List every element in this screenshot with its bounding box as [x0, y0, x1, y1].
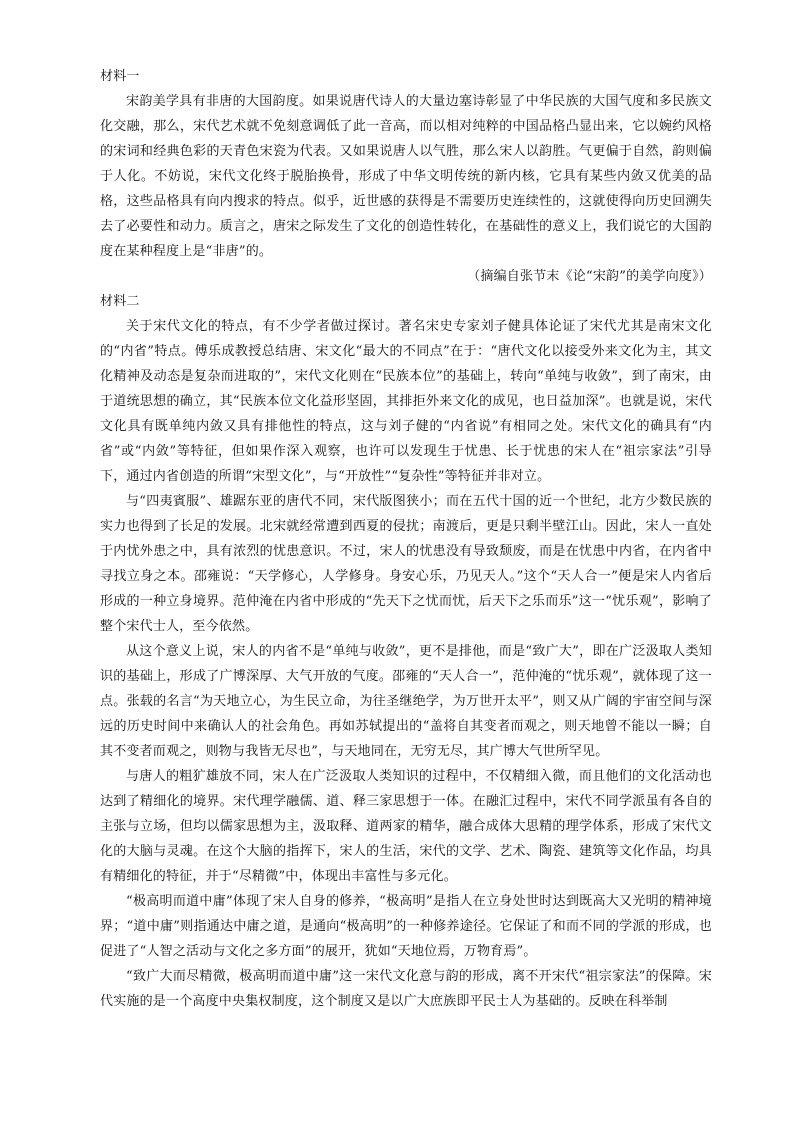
material-1-source-citation: （摘编自张节末《论“宋韵”的美学向度》）: [467, 269, 712, 284]
material-2-paragraph-1: 关于宋代文化的特点，有不少学者做过探讨。著名宋史专家刘子健具体论证了宋代尤其是南宋文化的“内省”特点。傅乐成教授总结唐、宋文化“最大的不同点”在于：“唐代文化以接受外来文化为主，其文化精神及动态是复杂而进取的”，宋代文化则在“民族本位”的基础上，转向“单纯与收敛”，到了南宋，由于道统思想的确立，其“民族本位文化益形坚固，其排拒外来文化的成见，也日益加深”。也就是说，宋代文化具有既单纯内敛又具有排他性的特点，这与刘子健的“内省说”有相同之处。宋代文化的确具有“内省”或“内敛”等特征，但如果作深入观察，也许可以发现生于忧患、长于忧患的宋人在“祖宗家法”引导下，通过内省创造的所谓“宋型文化”，与“开放性”“复杂性”等特征并非对立。: [100, 319, 712, 484]
material-2-paragraph-4: 与唐人的粗犷雄放不同，宋人在广泛汲取人类知识的过程中，不仅精细入微，而且他们的文化活动也达到了精细化的境界。宋代理学融儒、道、释三家思想于一体。在融汇过程中，宋代不同学派虽有各自的主张与立场，但均以儒家思想为主，汲取释、道两家的精华，融合成体大思精的理学体系，形成了宋代文化的大脑与灵魂。在这个大脑的指挥下，宋人的生活，宋代的文学、艺术、陶瓷、建筑等文化作品，均具有精细化的特征，并于“尽精微”中，体现出丰富性与多元化。: [100, 769, 712, 884]
material-2-paragraph-5: “极高明而道中庸”体现了宋人自身的修养，“极高明”是指人在立身处世时达到既高大又光明的精神境界；“道中庸”则指通达中庸之道，是通向“极高明”的一种修养途径。它保证了和而不同的学派的形成，也促进了“人智之活动与文化之多方面”的展开，犹如“天地位焉，万物育焉”。: [100, 894, 712, 959]
material-2-paragraph-3: 从这个意义上说，宋人的内省不是“单纯与收敛”，更不是排他，而是“致广大”，即在广泛汲取人类知识的基础上，形成了广博深厚、大气开放的气度。邵雍的“天人合一”，范仲淹的“忧乐观”，就体现了这一点。张载的名言“为天地立心，为生民立命，为往圣继绝学，为万世开太平”，则又从广阔的宇宙空间与深远的历史时间中来确认人的社会角色。再如苏轼提出的“盖将自其变者而观之，则天地曾不能以一瞬；自其不变者而观之，则物与我皆无尽也”，与天地同在，无穷无尽，其广博大气世所罕见。: [100, 644, 712, 759]
material-2-paragraph-6: “致广大而尽精微，极高明而道中庸”这一宋代文化意与韵的形成，离不开宋代“祖宗家法”的保障。宋代实施的是一个高度中央集权制度，这个制度又是以广大庶族即平民士人为基础的。反映在科举制: [100, 969, 712, 1009]
material-2-paragraph-2: 与“四夷賓服”、雄踞东亚的唐代不同，宋代版图狭小；而在五代十国的近一个世纪，北方少数民族的实力也得到了长足的发展。北宋就经常遭到西夏的侵扰；南渡后，更是只剩半壁江山。因此，宋人一直处于内忧外患之中，具有浓烈的忧患意识。不过，宋人的忧患没有导致颓废，而是在忧患中内省，在内省中寻找立身之本。邵雍说：“天学修心，人学修身。身安心乐，乃见天人。”这个“天人合一”便是宋人内省后形成的一种立身境界。范仲淹在内省中形成的“先天下之忧而忧，后天下之乐而乐”这一“忧乐观”，影响了整个宋代士人，至今依然。: [100, 494, 712, 634]
material-1-heading: 材料一: [100, 69, 140, 84]
document-body: [100, 64, 712, 1014]
material-1-paragraph-1: 宋韵美学具有非唐的大国韵度。如果说唐代诗人的大量边塞诗彰显了中华民族的大国气度和多民族文化交融，那么，宋代艺术就不免刻意调低了此一音高，而以相对纯粹的中国品格凸显出来，它以婉约风格的宋词和经典色彩的天青色宋瓷为代表。又如果说唐人以气胜，那么宋人以韵胜。气更偏于自然，韵则偏于人化。不妨说，宋代文化终于脱胎换骨，形成了中华文明传统的新内核，它具有某些内敛又优美的品格，这些品格具有向内搜求的特点。似乎，近世感的获得是不需要历史连续性的，这就使得向历史回溯失去了必要性和动力。质言之，唐宋之际发生了文化的创造性转化，在基础性的意义上，我们说它的大国韵度在某种程度上是“非唐”的。: [100, 94, 712, 259]
material-2-heading: 材料二: [100, 294, 140, 309]
